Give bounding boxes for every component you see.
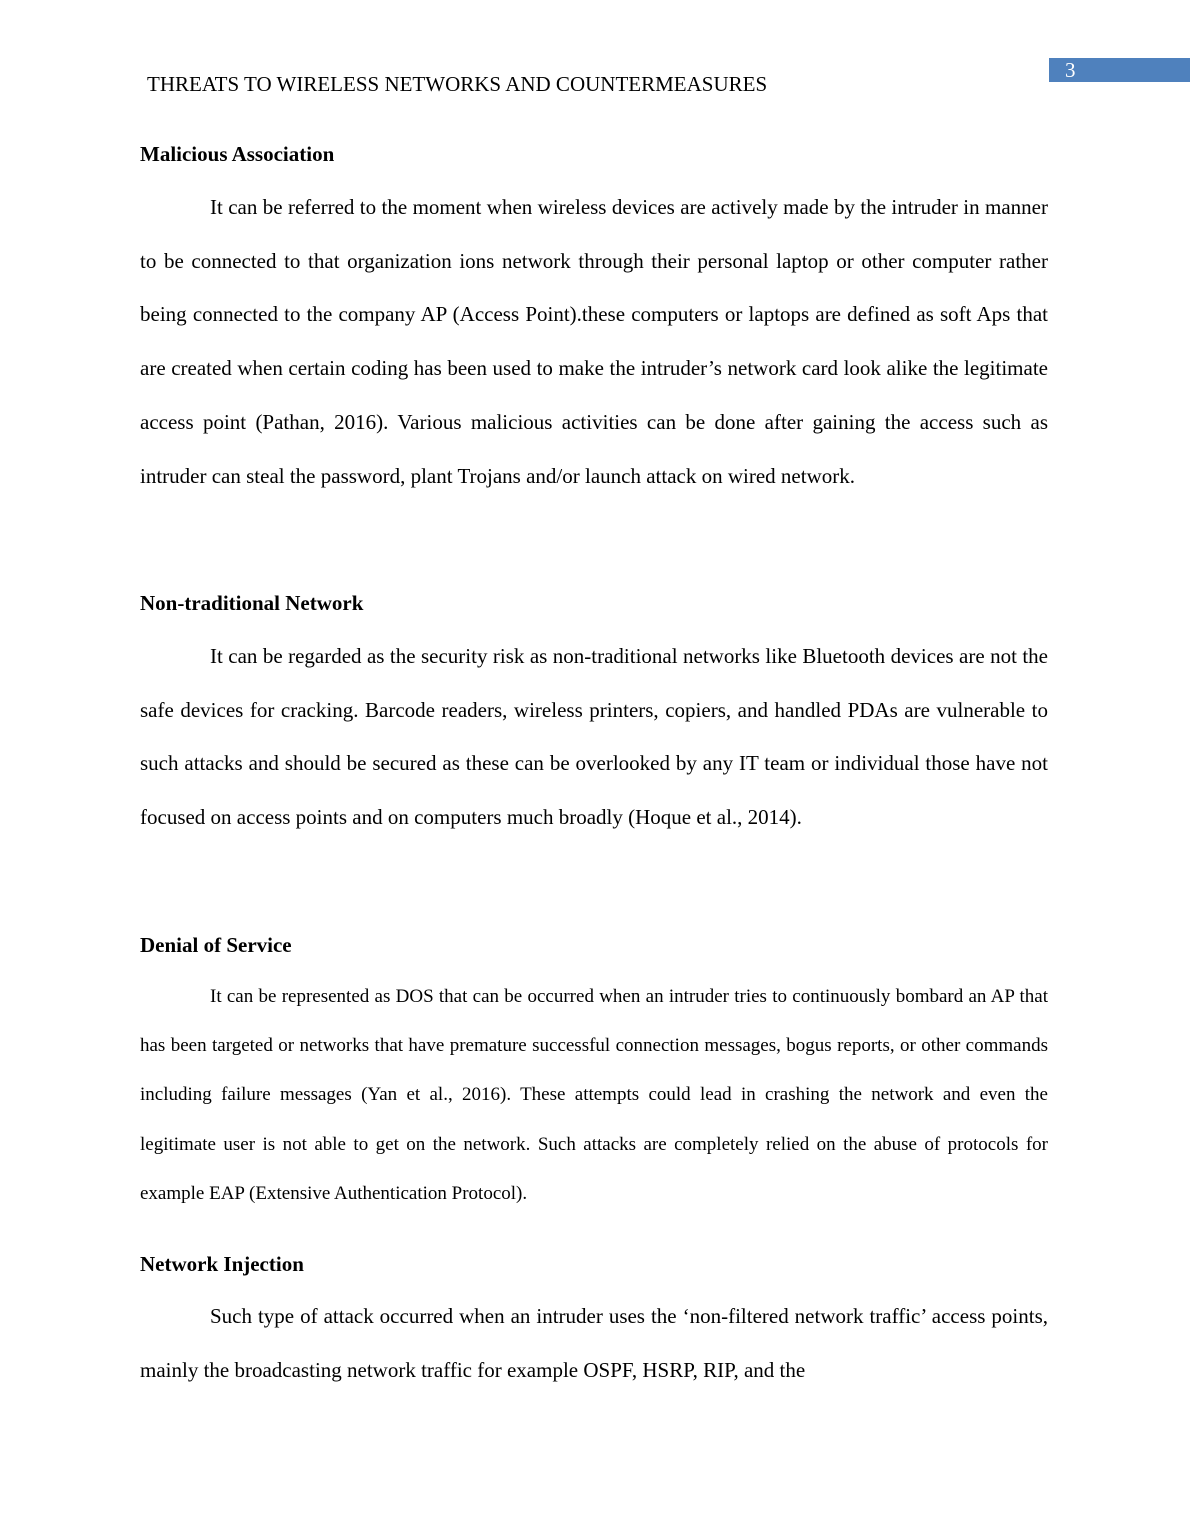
running-head: THREATS TO WIRELESS NETWORKS AND COUNTERMEASURES — [147, 72, 768, 96]
section-heading-non-traditional-network: Non-traditional Network — [140, 591, 364, 615]
section-body-non-traditional-network: It can be regarded as the security risk as non-traditional networks like Bluetooth devices are not the safe devices for cracking. Barcode readers, wireless printers, copiers, and handled PDAs are vulnerable to such attacks and should be secured as these can be overlooked by any IT team or individual those have not focused on access points and on computers much broadly (Hoque et al., 2014). — [140, 644, 1048, 830]
section-body-malicious-association: It can be referred to the moment when wireless devices are actively made by the intruder in manner to be connected to that organization ions network through their personal laptop or other computer rather being connected to the company AP (Access Point).these computers or laptops are defined as soft Aps that are created when certain coding has been used to make the intruder’s network card look alike the legitimate access point (Pathan, 2016). Various malicious activities can be done after gaining the access such as intruder can steal the password, plant Trojans and/or launch attack on wired network. — [140, 195, 1048, 488]
page-number: 3 — [1049, 58, 1190, 82]
section-heading-malicious-association: Malicious Association — [140, 142, 335, 166]
section-body-network-injection: Such type of attack occurred when an intruder uses the ‘non-filtered network traffic’ access points, mainly the broadcasting network traffic for example OSPF, HSRP, RIP, and the — [140, 1304, 1048, 1382]
section-heading-network-injection: Network Injection — [140, 1252, 304, 1276]
section-body-denial-of-service: It can be represented as DOS that can be occurred when an intruder tries to continuously bombard an AP that has been targeted or networks that have premature successful connection messages, bogus reports, or other commands including failure messages (Yan et al., 2016). These attempts could lead in crashing the network and even the legitimate user is not able to get on the network. Such attacks are completely relied on the abuse of protocols for example EAP (Extensive Authentication Protocol). — [140, 986, 1048, 1204]
section-heading-denial-of-service: Denial of Service — [140, 933, 292, 957]
